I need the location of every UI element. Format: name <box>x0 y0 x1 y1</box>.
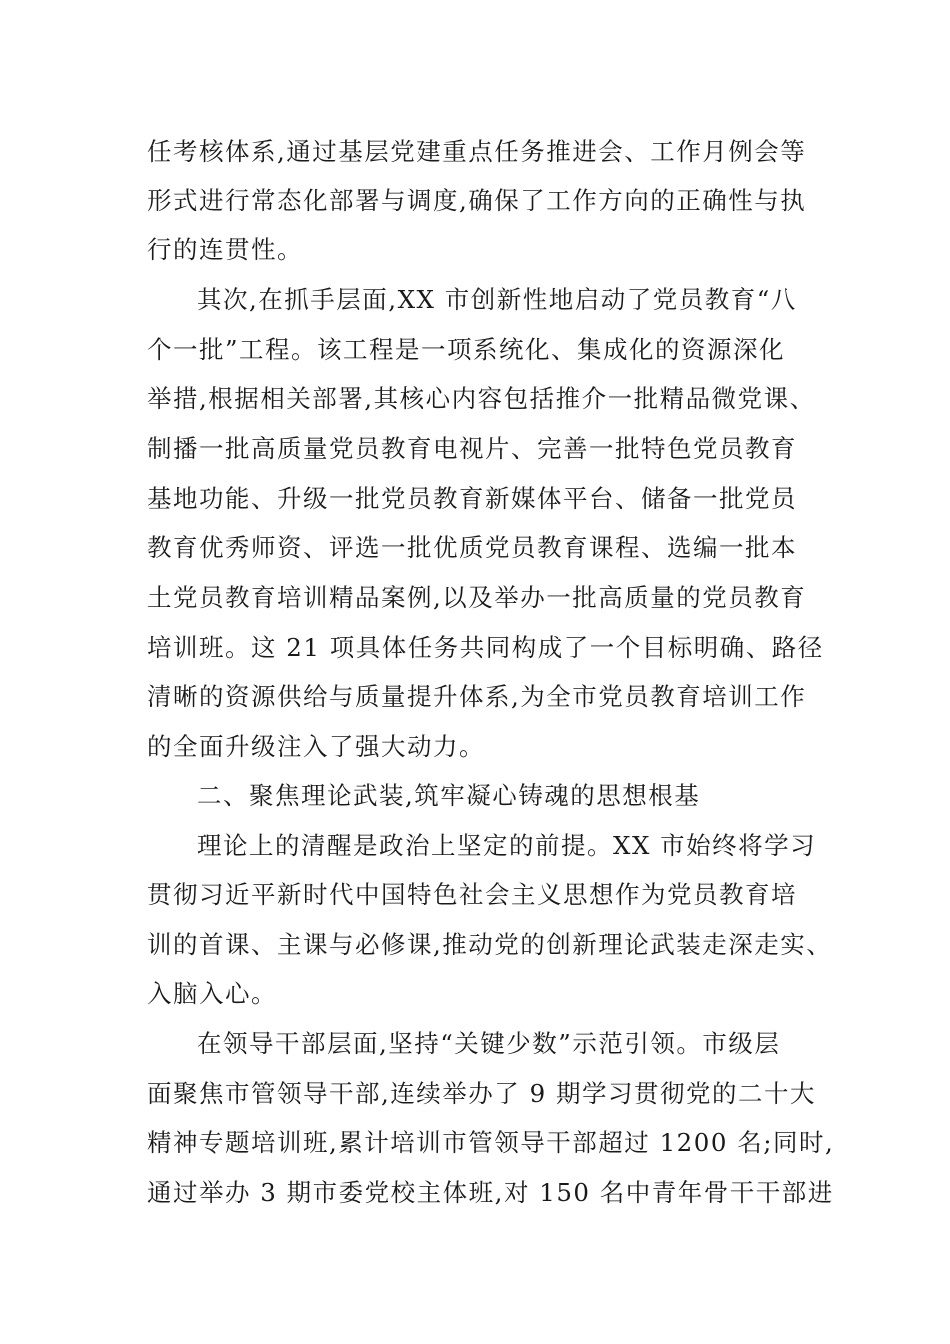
text-line: 行的连贯性。 <box>147 235 303 264</box>
text-line: 土党员教育培训精品案例,以及举办一批高质量的党员教育 <box>147 583 807 612</box>
text-line: 制播一批高质量党员教育电视片、完善一批特色党员教育 <box>147 434 797 463</box>
text-line: 通过举办 3 期市委党校主体班,对 150 名中青年骨干干部进 <box>147 1178 834 1207</box>
text-line: 的全面升级注入了强大动力。 <box>147 732 485 761</box>
section-heading: 二、聚焦理论武装,筑牢凝心铸魂的思想根基 <box>197 781 701 810</box>
text-line: 任考核体系,通过基层党建重点任务推进会、工作月例会等 <box>147 137 807 166</box>
text-line: 举措,根据相关部署,其核心内容包括推介一批精品微党课、 <box>147 384 816 413</box>
paragraph-start-line: 理论上的清醒是政治上坚定的前提。XX 市始终将学习 <box>197 831 817 860</box>
text-line: 贯彻习近平新时代中国特色社会主义思想作为党员教育培 <box>147 880 797 909</box>
paragraph-start-line: 其次,在抓手层面,XX 市创新性地启动了党员教育“八 <box>197 285 797 314</box>
text-line: 训的首课、主课与必修课,推动党的创新理论武装走深走实、 <box>147 930 833 959</box>
text-line: 个一批”工程。该工程是一项系统化、集成化的资源深化 <box>147 335 786 364</box>
text-line: 精神专题培训班,累计培训市管领导干部超过 1200 名;同时, <box>147 1128 835 1157</box>
text-line: 教育优秀师资、评选一批优质党员教育课程、选编一批本 <box>147 533 797 562</box>
text-line: 培训班。这 21 项具体任务共同构成了一个目标明确、路径 <box>147 633 824 662</box>
text-line: 形式进行常态化部署与调度,确保了工作方向的正确性与执 <box>147 186 807 215</box>
text-line: 基地功能、升级一批党员教育新媒体平台、储备一批党员 <box>147 484 797 513</box>
paragraph-start-line: 在领导干部层面,坚持“关键少数”示范引领。市级层 <box>197 1029 781 1058</box>
text-line: 入脑入心。 <box>147 979 277 1008</box>
text-line: 清晰的资源供给与质量提升体系,为全市党员教育培训工作 <box>147 682 807 711</box>
text-line: 面聚焦市管领导干部,连续举办了 9 期学习贯彻党的二十大 <box>147 1079 816 1108</box>
